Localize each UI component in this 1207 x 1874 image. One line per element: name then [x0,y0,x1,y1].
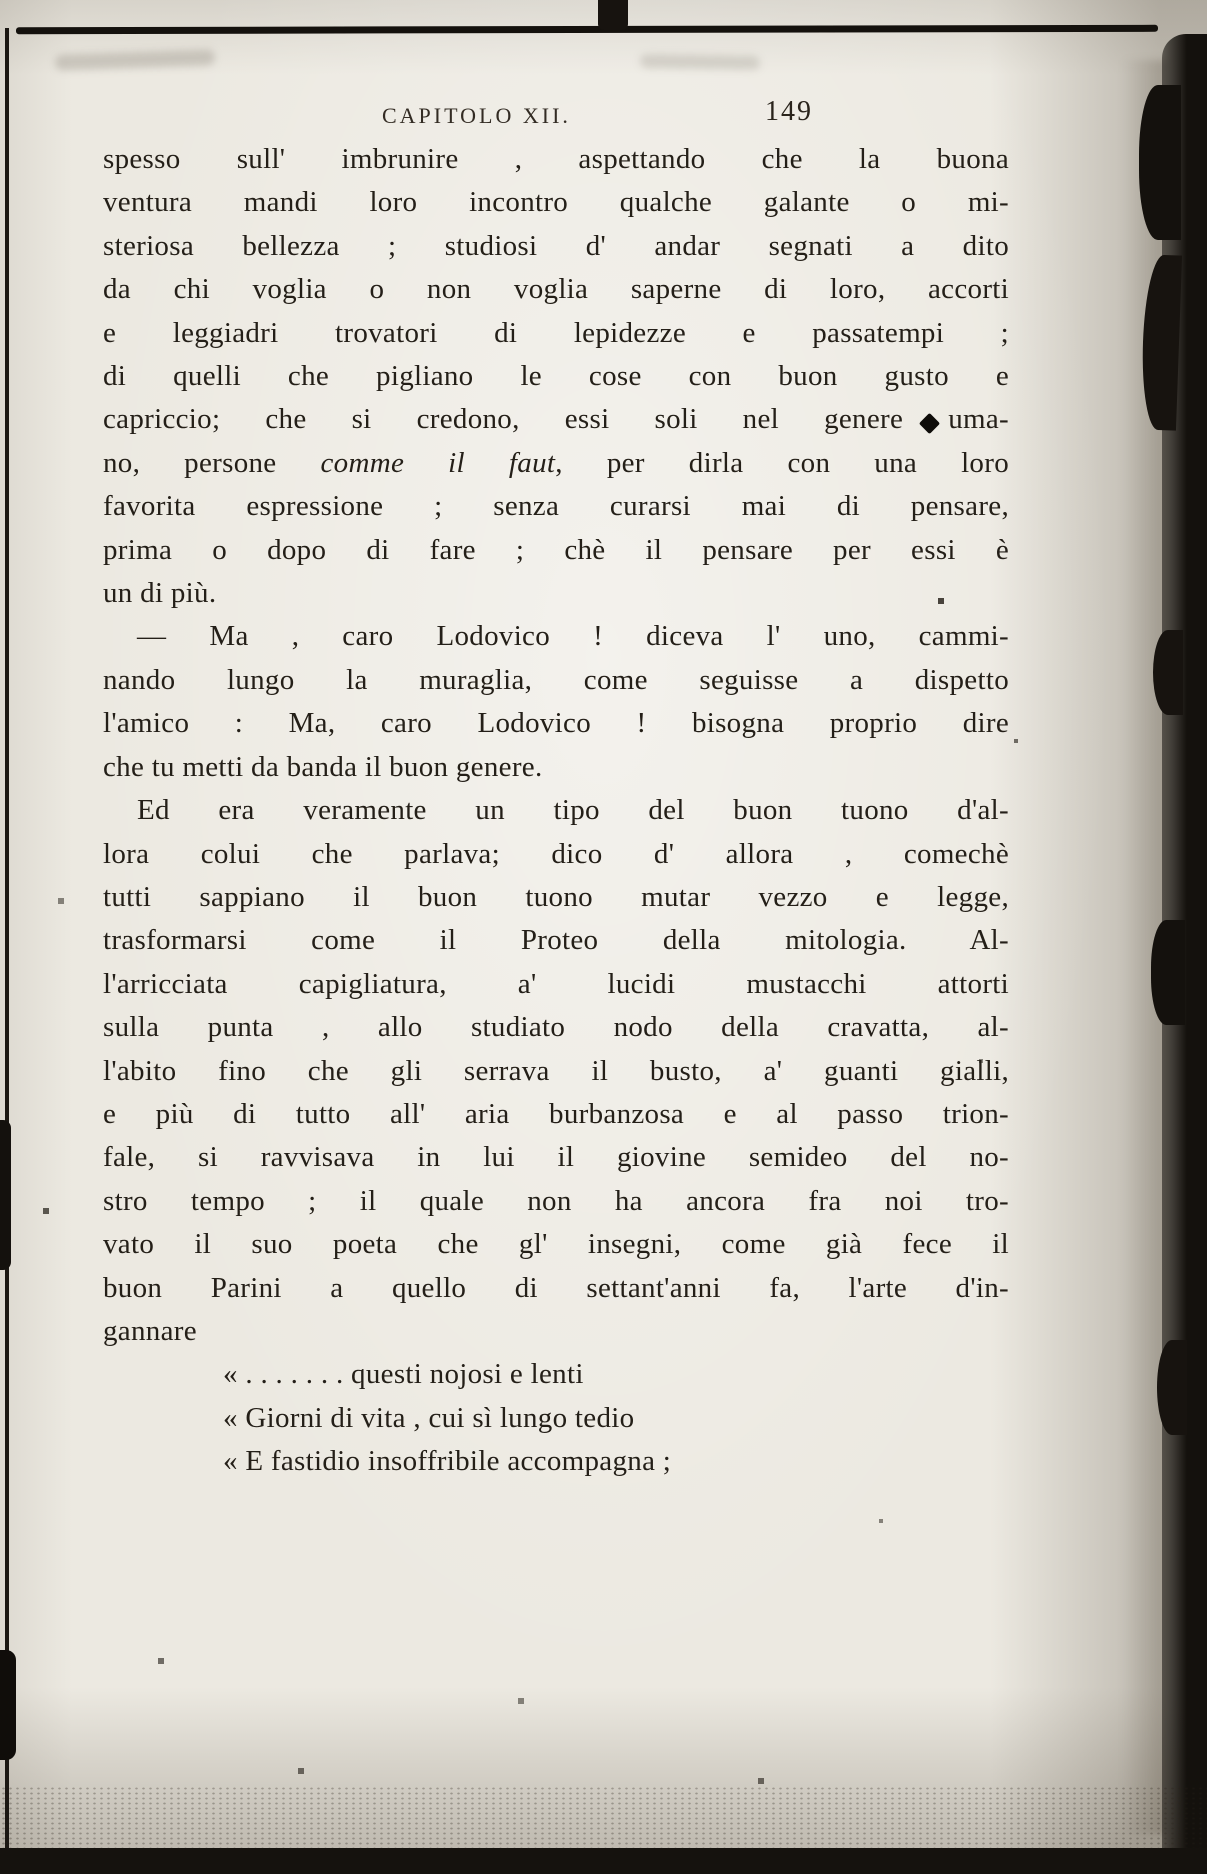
text-span: no, persone [103,446,321,479]
text-line: spesso sull' imbrunire , aspettando che la buona [103,143,1009,175]
page-number: 149 [765,96,813,127]
text-line: nando lungo la muraglia, come seguisse a dispetto [103,663,1009,696]
scan-artifact [1139,85,1181,240]
text-line: vato il suo poeta che gl' insegni, come già fece il [103,1228,1009,1261]
chapter-heading: CAPITOLO XII. [382,103,571,128]
text-line: stro tempo ; il quale non ha ancora fra noi tro- [103,1184,1009,1217]
text-line [103,442,1009,485]
text-line: gannare [103,1314,197,1347]
text-line: buon Parini a quello di settant'anni fa, l'arte d'in- [103,1271,1009,1304]
scan-top-rule [16,25,1158,34]
text-line: steriosa bellezza ; studiosi d' andar segnati a dito [103,229,1009,262]
scan-left-edge [5,28,9,1874]
text-line: lora colui che parlava; dico d' allora , comechè [103,837,1009,870]
scan-artifact [1157,1340,1187,1435]
text-line: favorita espressione ; senza curarsi mai di pensare, [103,490,1009,523]
text-line: — Ma , caro Lodovico ! diceva l' uno, cammi- [137,620,1009,653]
text-line: e leggiadri trovatori di lepidezze e passatempi ; [103,316,1009,349]
scan-artifact [0,1120,11,1270]
verse-line: « E fastidio insoffribile accompagna ; [223,1445,672,1478]
text-line: l'arricciata capigliatura, a' lucidi mustacchi attorti [103,967,1009,1000]
verse-line: « . . . . . . . questi nojosi e lenti [223,1358,584,1391]
text-line: fale, si ravvisava in lui il giovine semideo del no- [103,1141,1009,1174]
scan-artifact [1151,920,1185,1025]
text-line: un di più. [103,577,217,610]
text-line: sulla punta , allo studiato nodo della cravatta, al- [103,1011,1009,1044]
text-line: l'abito fino che gli serrava il busto, a' guanti gialli, [103,1054,1009,1087]
scan-bottom-noise [0,1786,1207,1850]
scan-speckles [0,0,2,2]
scan-artifact [598,0,628,30]
text-line: di quelli che pigliano le cose con buon gusto e [103,360,1009,393]
text-line: che tu metti da banda il buon genere. [103,750,543,783]
text-line: tutti sappiano il buon tuono mutar vezzo e legge, [103,880,1009,913]
scan-artifact [1153,630,1183,715]
scan-artifact [0,1650,16,1760]
scan-smudge [55,49,215,71]
text-span: , per dirla con una loro [555,446,1009,479]
text-line: trasformarsi come il Proteo della mitologia. Al- [103,924,1009,957]
text-line: l'amico : Ma, caro Lodovico ! bisogna proprio dire [103,707,1009,740]
verse-line: « Giorni di vita , cui sì lungo tedio [223,1401,635,1434]
text-block [103,138,1009,1484]
text-line: capriccio; che si credono, essi soli nel genere uma- [103,403,1009,436]
italic-phrase: comme il faut [320,446,556,479]
text-line: prima o dopo di fare ; chè il pensare per essi è [103,533,1009,566]
scan-smudge [640,54,760,70]
scan-bottom-edge [0,1848,1207,1874]
text-line: e più di tutto all' aria burbanzosa e al passo trion- [103,1097,1009,1130]
text-line: ventura mandi loro incontro qualche galante o mi- [103,186,1009,219]
text-line: Ed era veramente un tipo del buon tuono d'al- [137,794,1009,827]
text-line: da chi voglia o non voglia saperne di loro, accorti [103,273,1009,306]
